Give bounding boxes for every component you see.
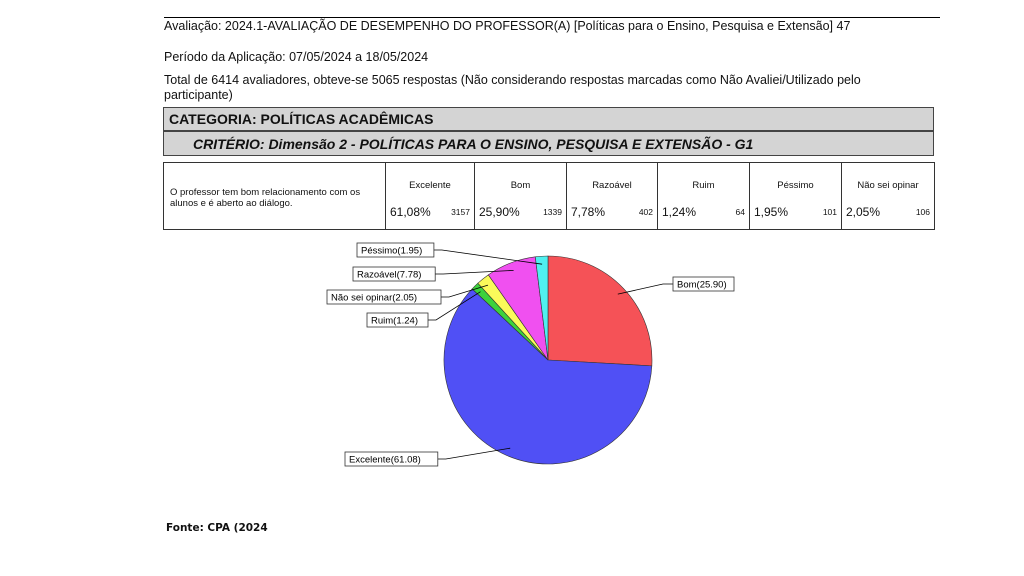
option-percent: 61,08%	[390, 205, 431, 219]
evaluation-title: Avaliação: 2024.1-AVALIAÇÃO DE DESEMPENHO DO PROFESSOR(A) [Políticas para o Ensino, Pesquisa e Extensão] 47	[164, 19, 851, 33]
slice-label: Bom(25.90)	[677, 279, 727, 291]
option-count: 64	[735, 207, 745, 217]
option-percent: 25,90%	[479, 205, 520, 219]
option-percent: 7,78%	[571, 205, 606, 219]
leader-line	[434, 250, 542, 264]
option-label: Ruim	[692, 180, 715, 191]
leader-line	[438, 448, 510, 459]
option-percent: 2,05%	[846, 205, 881, 219]
option-percent: 1,95%	[754, 205, 789, 219]
leader-line	[618, 284, 673, 294]
category-title: CATEGORIA: POLÍTICAS ACADÊMICAS	[169, 111, 434, 127]
question-text: O professor tem bom relacionamento com os alunos e é aberto ao diálogo.	[170, 187, 361, 209]
option-count: 1339	[543, 207, 562, 217]
option-label: Bom	[510, 180, 531, 191]
source-note: Fonte: CPA (2024	[166, 522, 268, 534]
option-label: Não sei opinar	[857, 180, 919, 191]
slice-label: Razoável(7.78)	[357, 269, 422, 281]
option-count: 101	[822, 207, 837, 217]
slice-label: Não sei opinar(2.05)	[331, 292, 418, 304]
pie-slice	[548, 256, 652, 366]
application-period: Período da Aplicação: 07/05/2024 a 18/05/2024	[164, 50, 429, 64]
option-label: Razoável	[592, 180, 632, 191]
slice-label: Excelente(61.08)	[349, 454, 421, 466]
option-percent: 1,24%	[662, 205, 697, 219]
slice-label: Ruim(1.24)	[371, 315, 418, 327]
criterion-title: CRITÉRIO: Dimensão 2 - POLÍTICAS PARA O ENSINO, PESQUISA E EXTENSÃO - G1	[193, 136, 754, 152]
option-label: Péssimo	[777, 180, 814, 191]
slice-label: Péssimo(1.95)	[361, 245, 423, 257]
option-count: 3157	[451, 207, 470, 217]
option-count: 402	[638, 207, 653, 217]
option-count: 106	[915, 207, 930, 217]
option-label: Excelente	[409, 180, 451, 191]
total-respondents: Total de 6414 avaliadores, obteve-se 5065 respostas (Não considerando respostas marcadas como Não Avaliei/Utilizado pelo participante)	[164, 73, 861, 102]
